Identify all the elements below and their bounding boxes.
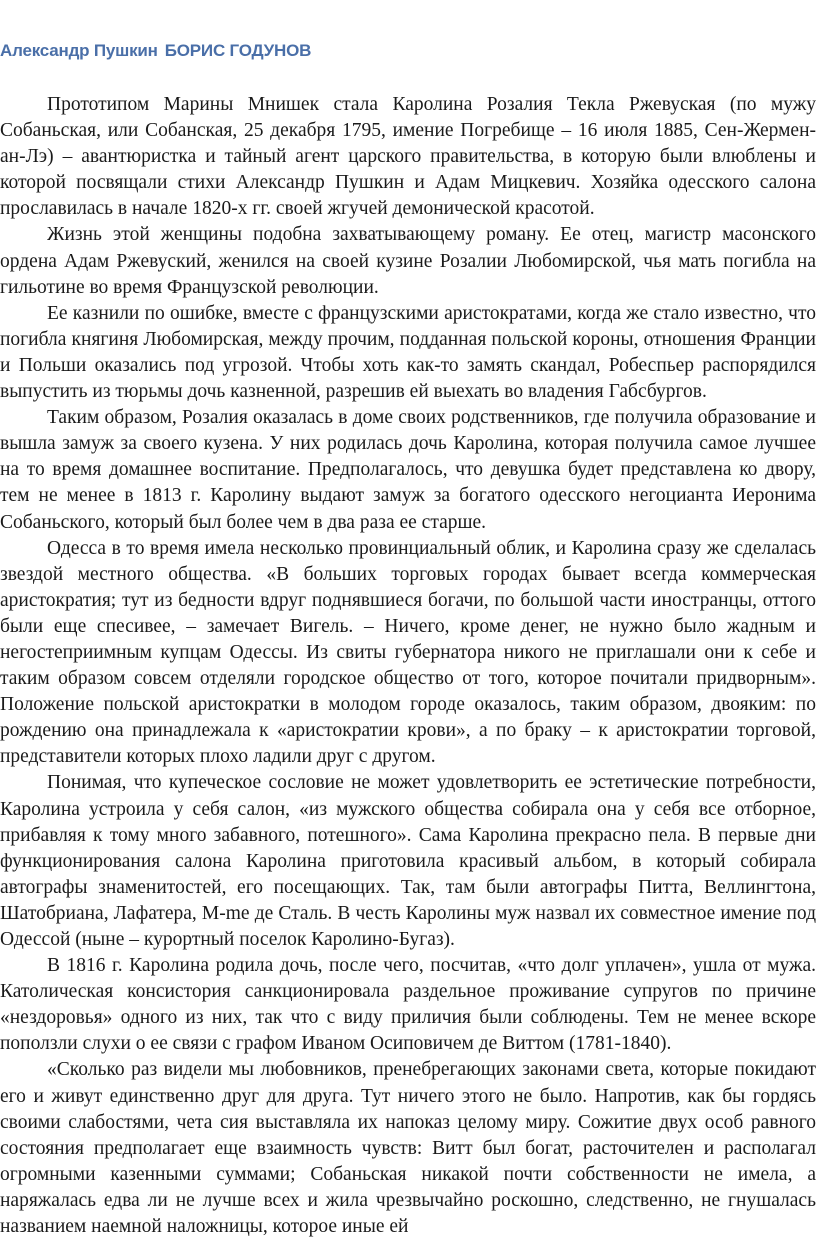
paragraph: Прототипом Марины Мнишек стала Каролина Розалия Текла Ржевуская (по мужу Собаньская, или Собанская, 25 декабря 1795, имение Погребище – 16 июля 1885, Сен-Жермен-ан-Лэ) – авантюристка и тайный агент царского правительства, в которую были влюблены и которой посвящали стихи Александр Пушкин и Адам Мицкевич. Хозяйка одесского салона прославилась в начале 1820-х гг. своей жгучей демонической красотой. [0,94,816,220]
paragraph: Одесса в то время имела несколько провинциальный облик, и Каролина сразу же сделалась звездой местного общества. «В больших торговых городах бывает всегда коммерческая аристократия; тут из бедности вдруг поднявшиеся богачи, по большой части иностранцы, оттого были еще спесивее, – замечает Вигель. – Ничего, кроме денег, не нужно было жадным и негостеприимным купцам Одессы. Из свиты губернатора никого не приглашали они к себе и таким образом совсем отделяли городское общество от того, которое почитали придворным». Положение польской аристократки в молодом городе оказалось, таким образом, двояким: по рождению она принадлежала к «аристократии крови», а по браку – к аристократии торговой, представители которых плохо ладили друг с другом. [0,537,816,768]
paragraph: Ее казнили по ошибке, вместе с французскими аристократами, когда же стало известно, что погибла княгиня Любомирская, между прочим, подданная польской короны, отношения Франции и Польши оказались под угрозой. Чтобы хоть как-то замять скандал, Робеспьер распорядился выпустить из тюрьмы дочь казненной, разрешив ей выехать во владения Габсбургов. [0,302,816,403]
document-body [0,92,816,1240]
paragraph: В 1816 г. Каролина родила дочь, после чего, посчитав, «что долг уплачен», ушла от мужа. Католическая консистория санкционировала раздельное проживание супругов по причине «нездоровья» одного из них, так что с виду приличия были соблюдены. Тем не менее вскоре поползли слухи о ее связи с графом Иваном Осиповичем де Виттом (1781-1840). [0,955,816,1055]
paragraph: «Сколько раз видели мы любовников, пренебрегающих законами света, которые покидают его и живут единственно друг для друга. Тут ничего этого не было. Напротив, как бы гордясь своими слабостями, чета сия выставляла их напоказ целому миру. Сожитие двух особ равного состояния предполагает еще взаимность чувств: Витт был богат, расточителен и располагал огромными казенными суммами; Собаньская никакой почти собственности не имела, а наряжалась едва ли не лучше всех и жила чрезвычайно роскошно, следственно, не гнушалась названием наемной наложницы, которое иные ей [0,1059,816,1238]
work-title: БОРИС ГОДУНОВ [164,41,312,60]
paragraph: Понимая, что купеческое сословие не может удовлетворить ее эстетические потребности, Каролина устроила у себя салон, «из мужского общества собирала она у себя все отборное, прибавляя к тому много забавного, потешного». Сама Каролина прекрасно пела. В первые дни функционирования салона Каролина приготовила красивый альбом, в который собирала автографы знаменитостей, его посещающих. Так, там были автографы Питта, Веллингтона, Шатобриана, Лафатера, М-me де Сталь. В честь Каролины муж назвал их совместное имение под Одессой (ныне – курортный поселок Каролино-Бугаз). [0,772,816,950]
document-heading [0,41,311,61]
author-name: Александр Пушкин [0,41,158,60]
paragraph: Жизнь этой женщины подобна захватывающему роману. Ее отец, магистр масонского ордена Адам Ржевуский, женился на своей кузине Розалии Любомирской, чья мать погибла на гильотине во время Французской революции. [0,224,816,298]
paragraph: Таким образом, Розалия оказалась в доме своих родственников, где получила образование и вышла замуж за своего кузена. У них родилась дочь Каролина, которая получила самое лучшее на то время домашнее воспитание. Предполагалось, что девушка будет представлена ко двору, тем не менее в 1813 г. Каролину выдают замуж за богатого одесского негоцианта Иеронима Собаньского, который был более чем в два раза ее старше. [0,407,816,533]
